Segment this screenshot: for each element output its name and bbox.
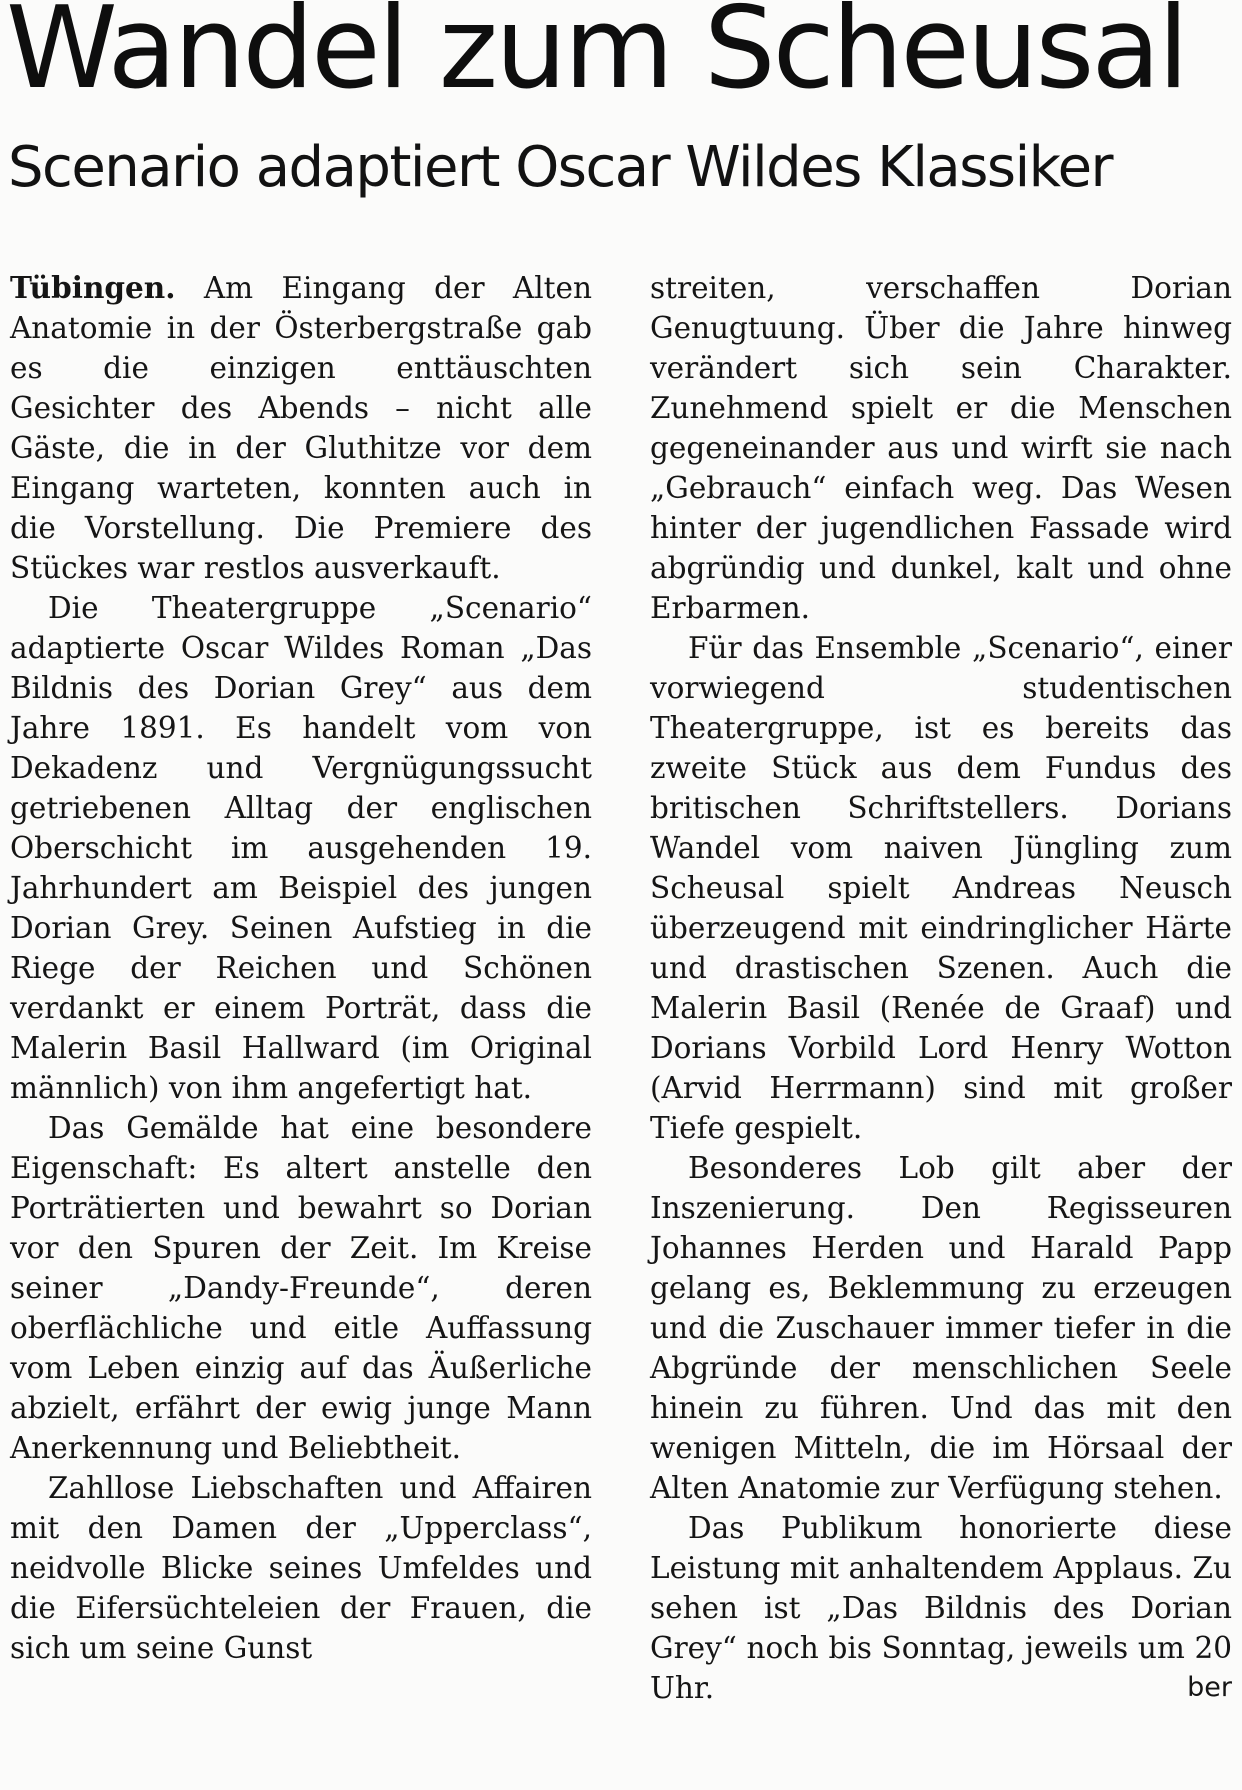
paragraph-intro <box>10 268 592 588</box>
dateline: Tübingen. <box>10 270 176 305</box>
paragraph-painting: Das Gemälde hat eine besondere Eigenschaft: Es altert anstelle den Porträtierten und bewahrt so Dorian vor den Spuren der Zeit. Im Kreise seiner „Dandy-Freunde“, deren oberflächliche und eitle Auffassung vom Leben einzig auf das Äußerliche abzielt, erfährt der ewig junge Mann Anerkennung und Beliebtheit. <box>10 1111 592 1465</box>
paragraph-ensemble: Für das Ensemble „Scenario“, einer vorwiegend studentischen Theatergruppe, ist es bereits das zweite Stück aus dem Fundus des britischen Schriftstellers. Dorians Wandel vom naiven Jüngling zum Scheusal spielt Andreas Neusch überzeugend mit eindringlicher Härte und drastischen Szenen. Auch die Malerin Basil (Renée de Graaf) und Dorians Vorbild Lord Henry Wotton (Arvid Herrmann) sind mit großer Tiefe gespielt. <box>650 631 1232 1145</box>
paragraph-intro-text: Am Eingang der Alten Anatomie in der Österbergstraße gab es die einzigen enttäuschten Gesichter des Abends – nicht alle Gäste, die in der Gluthitze vor dem Eingang warteten, konnten auch in die Vorstellung. Die Premiere des Stückes war restlos ausverkauft. <box>10 271 592 585</box>
subheadline: Scenario adaptiert Oscar Wildes Klassiker <box>8 135 1113 200</box>
paragraph-audience-text: Das Publikum honorierte diese Leistung mit anhaltendem Applaus. Zu sehen ist „Das Bildnis des Dorian Grey“ noch bis Sonntag, jeweils um 20 Uhr. <box>650 1511 1232 1705</box>
paragraph-affairs-start: Zahllose Liebschaften und Affairen mit den Damen der „Upperclass“, neidvolle Blicke seines Umfeldes und die Eifersüchteleien der Frauen, die sich um seine Gunst <box>10 1471 592 1665</box>
headline: Wandel zum Scheusal <box>6 0 1186 114</box>
paragraph-adaptation: Die Theatergruppe „Scenario“ adaptierte Oscar Wildes Roman „Das Bildnis des Dorian Grey“ aus dem Jahre 1891. Es handelt vom von Dekadenz und Vergnügungssucht getriebenen Alltag der englischen Oberschicht im ausgehenden 19. Jahrhundert am Beispiel des jungen Dorian Grey. Seinen Aufstieg in die Riege der Reichen und Schönen verdankt er einem Porträt, dass die Malerin Basil Hallward (im Original männlich) von ihm angefertigt hat. <box>10 591 592 1105</box>
paragraph-direction: Besonderes Lob gilt aber der Inszenierung. Den Regisseuren Johannes Herden und Harald Papp gelang es, Beklemmung zu erzeugen und die Zuschauer immer tiefer in die Abgründe der menschlichen Seele hinein zu führen. Und das mit den wenigen Mitteln, die im Hörsaal der Alten Anatomie zur Verfügung stehen. <box>650 1151 1232 1505</box>
article-column-right <box>650 268 1232 1708</box>
author-signoff: ber <box>1187 1672 1232 1703</box>
paragraph-audience <box>650 1508 1232 1708</box>
paragraph-affairs-continued: streiten, verschaffen Dorian Genugtuung. Über die Jahre hinweg verändert sich sein Charakter. Zunehmend spielt er die Menschen gegeneinander aus und wirft sie nach „Gebrauch“ einfach weg. Das Wesen hinter der jugendlichen Fassade wird abgründig und dunkel, kalt und ohne Erbarmen. <box>650 271 1232 625</box>
article-column-left <box>10 268 592 1668</box>
